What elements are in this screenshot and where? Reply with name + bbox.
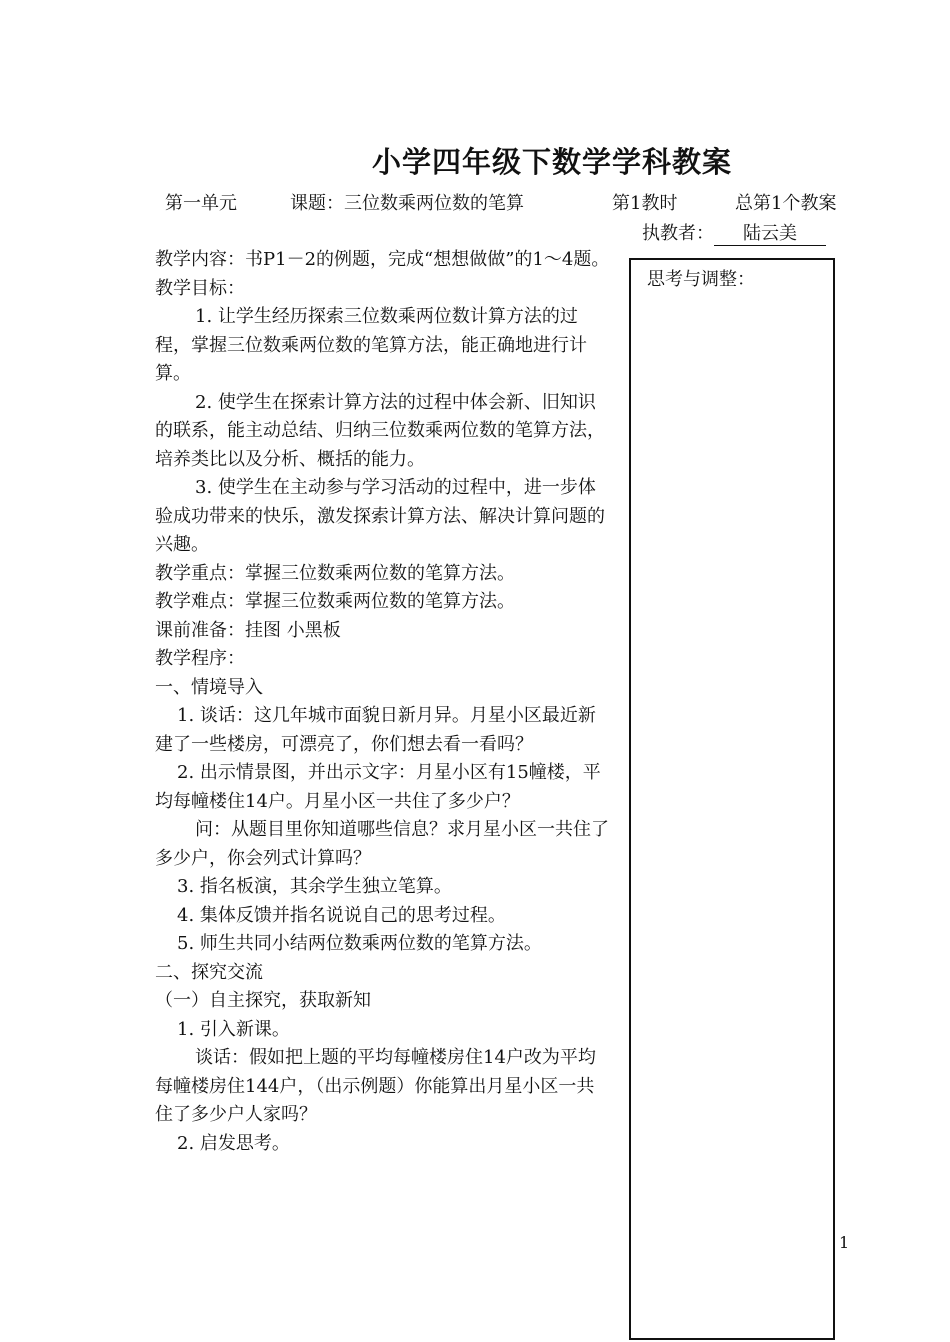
page-title: 小学四年级下数学学科教案 [372,145,733,179]
procedure-heading: 教学程序： [155,648,245,669]
difficult-point: 教学难点：掌握三位数乘两位数的笔算方法。 [155,591,515,612]
page-number: 1 [839,1233,850,1252]
section-heading: 二、探究交流 [155,961,263,983]
period-label: 第1教时 [612,193,678,214]
objective-3: 3. 使学生在主动参与学习活动的过程中，进一步体验成功带来的快乐，激发探索计算方法、解决计算问题的兴趣。 [155,477,605,555]
procedure-step: 2. 启发思考。 [177,1132,290,1154]
notes-label: 思考与调整： [647,269,755,290]
teacher-name: 陆云美 [714,223,826,246]
teaching-content: 教学内容：书P1－2的例题，完成“想想做做”的1～4题。 [155,249,610,270]
teacher-label: 执教者： [642,223,714,244]
total-plan-label: 总第1个教案 [735,193,837,214]
procedure-step: 3. 指名板演，其余学生独立笔算。 [177,876,452,897]
subsection-heading: （一）自主探究，获取新知 [155,990,371,1011]
procedure-step: 1. 谈话：这几年城市面貌日新月异。月星小区最近新建了一些楼房，可漂亮了，你们想去看一看吗？ [155,705,596,755]
procedure-step: 4. 集体反馈并指名说说自己的思考过程。 [177,904,506,926]
notes-box [629,258,835,1340]
key-point: 教学重点：掌握三位数乘两位数的笔算方法。 [155,562,515,584]
teacher-line [642,219,826,246]
procedure-step: 1. 引入新课。 [177,1018,290,1040]
unit-label: 第一单元 [165,193,237,214]
objective-2: 2. 使学生在探索计算方法的过程中体会新、旧知识的联系，能主动总结、归纳三位数乘两位数的笔算方法，培养类比以及分析、概括的能力。 [155,391,605,470]
procedure-step: 2. 出示情景图，并出示文字：月星小区有15幢楼，平均每幢楼住14户。月星小区一共住了多少户？ [155,762,601,812]
objective-1: 1. 让学生经历探索三位数乘两位数计算方法的过程，掌握三位数乘两位数的笔算方法，能正确地进行计算。 [155,306,587,384]
procedure-step: 谈话：假如把上题的平均每幢楼房住14户改为平均每幢楼房住144户，（出示例题）你能算出月星小区一共住了多少户人家吗？ [155,1047,596,1125]
section-heading: 一、情境导入 [155,676,263,698]
preparation: 课前准备：挂图 小黑板 [155,619,341,641]
procedure-step: 问：从题目里你知道哪些信息？求月星小区一共住了多少户，你会列式计算吗？ [155,819,609,869]
objectives-heading: 教学目标： [155,277,245,299]
procedure-step: 5. 师生共同小结两位数乘两位数的笔算方法。 [177,933,542,954]
lesson-content [155,246,610,1158]
topic-label: 课题：三位数乘两位数的笔算 [290,193,524,214]
